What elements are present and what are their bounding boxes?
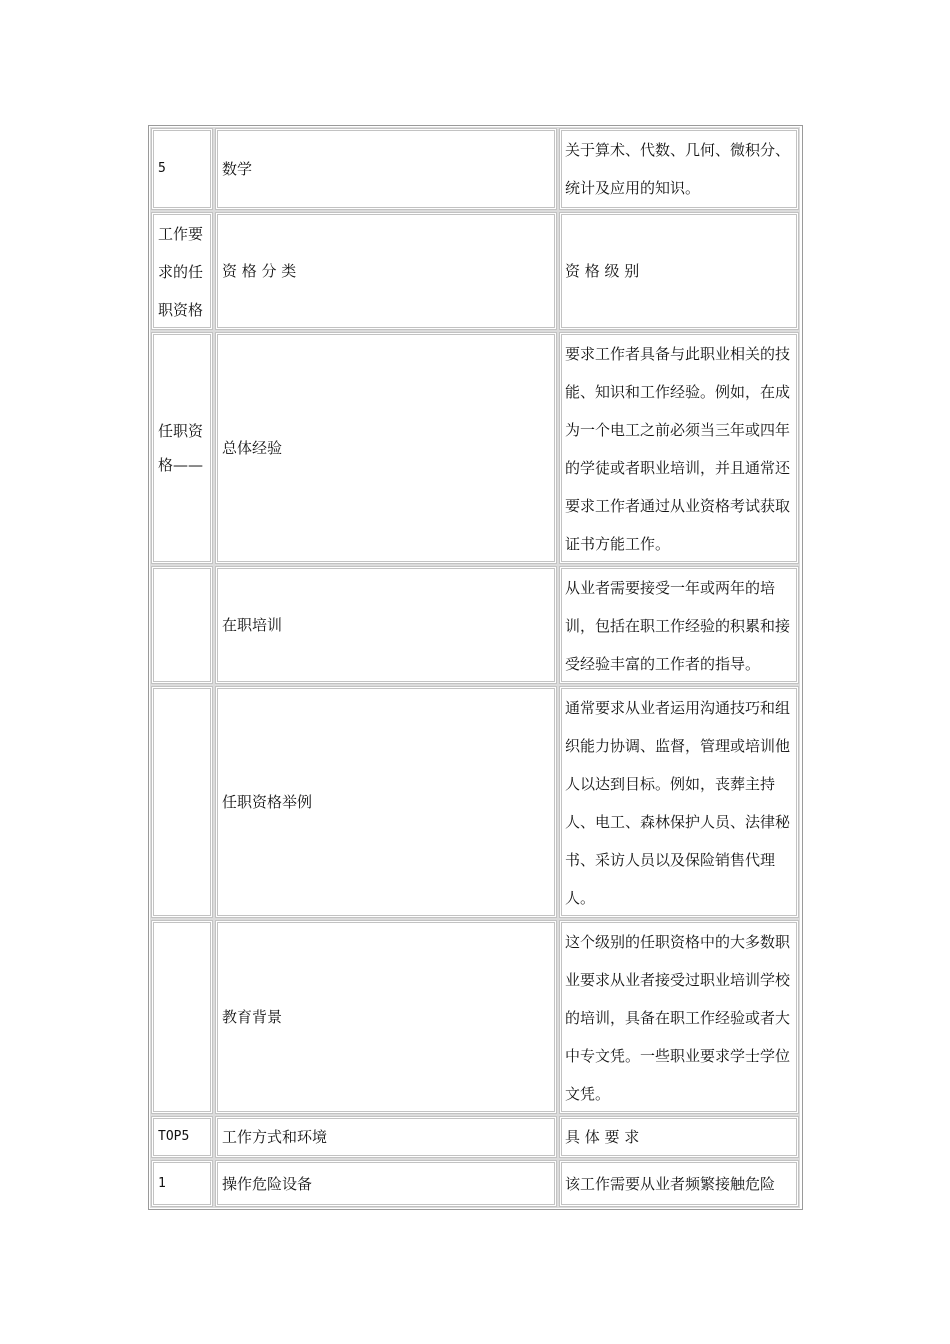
qualification-table	[148, 125, 803, 1210]
row-detail-cell: 从业者需要接受一年或两年的培训，包括在职工作经验的积累和接受经验丰富的工作者的指导。	[559, 566, 799, 684]
row-category-cell: 总体经验	[215, 332, 557, 564]
row-category-cell: 在职培训	[215, 566, 557, 684]
row-category-cell: 教育背景	[215, 920, 557, 1114]
empty-cell	[151, 566, 213, 684]
row-detail-cell: 这个级别的任职资格中的大多数职业要求从业者接受过职业培训学校的培训，具备在职工作经验或者大中专文凭。一些职业要求学士学位文凭。	[559, 920, 799, 1114]
empty-cell	[151, 920, 213, 1114]
row-detail-cell: 关于算术、代数、几何、微积分、统计及应用的知识。	[559, 128, 799, 210]
row-number-cell: 5	[151, 128, 213, 210]
empty-cell	[151, 686, 213, 918]
row-category-cell: 任职资格举例	[215, 686, 557, 918]
row-detail-cell: 该工作需要从业者频繁接触危险	[559, 1160, 799, 1207]
row-category-cell: 数学	[215, 128, 557, 210]
header-level-cell: 资 格 级 别	[559, 212, 799, 330]
header-category-cell: 资 格 分 类	[215, 212, 557, 330]
header-top5-cell: TOP5	[151, 1116, 213, 1158]
row-category-cell: 操作危险设备	[215, 1160, 557, 1207]
header-qualification-cell: 工作要求的任职资格	[151, 212, 213, 330]
header-requirement-cell: 具 体 要 求	[559, 1116, 799, 1158]
header-work-style-cell: 工作方式和环境	[215, 1116, 557, 1158]
section-label-cell: 任职资格——	[151, 332, 213, 564]
row-detail-cell: 通常要求从业者运用沟通技巧和组织能力协调、监督，管理或培训他人以达到目标。例如，丧葬主持人、电工、森林保护人员、法律秘书、采访人员以及保险销售代理人。	[559, 686, 799, 918]
row-number-cell: 1	[151, 1160, 213, 1207]
row-detail-cell: 要求工作者具备与此职业相关的技能、知识和工作经验。例如，在成为一个电工之前必须当三年或四年的学徒或者职业培训，并且通常还要求工作者通过从业资格考试获取证书方能工作。	[559, 332, 799, 564]
